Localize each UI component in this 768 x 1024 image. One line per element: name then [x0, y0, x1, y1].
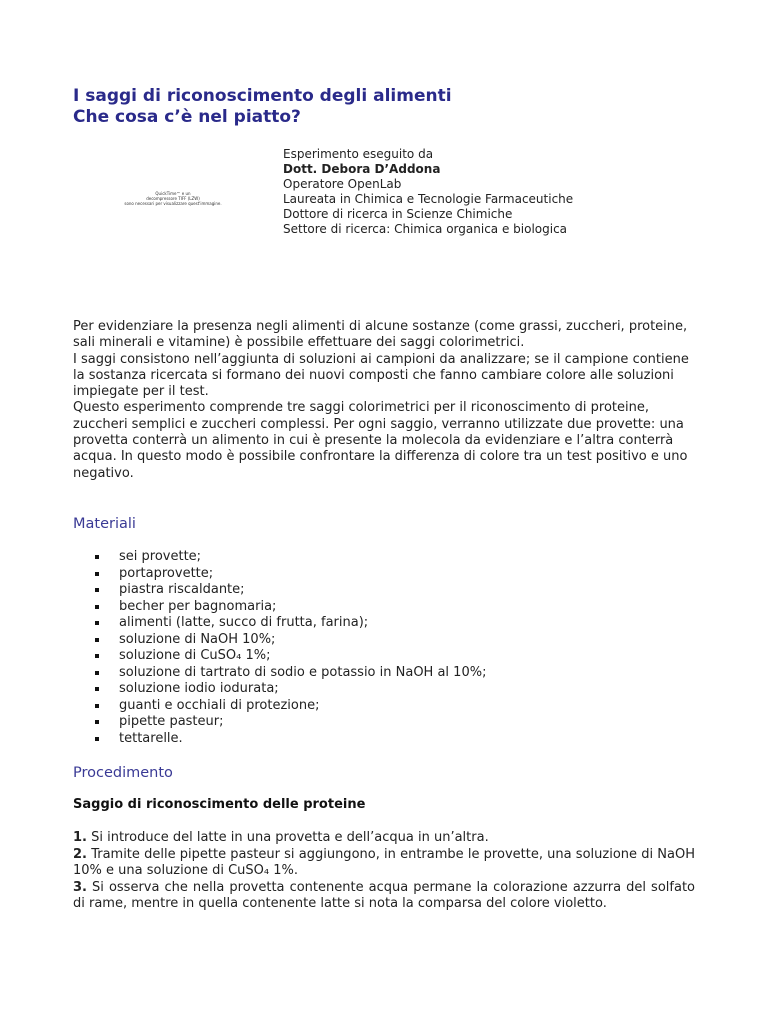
intro-paragraph: Questo esperimento comprende tre saggi colorimetrici per il riconoscimento di proteine, zuccheri semplici e zuccheri complessi. Per ogni saggio, verranno utilizzate due provette: una provetta conterrà un alimento in cui è presente la molecola da evidenziare e l’altra conterrà acqua. In questo modo è possibile confrontare la differenza di colore tra un test positivo e uno negativo. [73, 400, 688, 481]
procedure-heading: Procedimento [73, 765, 173, 781]
step-text: Si osserva che nella provetta contenente acqua permane la colorazione azzurra del solfato di rame, mentre in quella contenente latte si nota la comparsa del colore violetto. [73, 879, 695, 911]
list-item: guanti e occhiali di protezione; [95, 698, 486, 715]
author-intro: Esperimento eseguito da [283, 147, 434, 161]
list-item: alimenti (latte, succo di frutta, farina); [95, 615, 486, 632]
list-item: soluzione di tartrato di sodio e potassio in NaOH al 10%; [95, 665, 486, 682]
list-item: soluzione di CuSO₄ 1%; [95, 648, 486, 665]
title-line-1: I saggi di riconoscimento degli alimenti [73, 86, 452, 106]
author-name: Dott. Debora D’Addona [283, 162, 441, 176]
author-role: Operatore OpenLab [283, 177, 402, 191]
materials-heading: Materiali [73, 516, 136, 532]
list-item: pipette pasteur; [95, 714, 486, 731]
step-number: 2. [73, 846, 87, 862]
step-number: 1. [73, 830, 87, 845]
step-item [73, 830, 695, 847]
materials-list [95, 549, 486, 747]
list-item: sei provette; [95, 549, 486, 566]
missing-image-placeholder: QuickTime™ e un decompressore TIFF (LZW) sono necessari per visualizzare quest'immagine. [124, 191, 222, 206]
bullet-icon [95, 654, 99, 658]
bullet-icon [95, 621, 99, 625]
list-item: soluzione di NaOH 10%; [95, 632, 486, 649]
step-item [73, 847, 695, 880]
list-item: tettarelle. [95, 731, 486, 748]
bullet-icon [95, 555, 99, 559]
step-text: Si introduce del latte in una provetta e dell’acqua in un’altra. [86, 830, 489, 845]
bullet-icon [95, 588, 99, 592]
bullet-icon [95, 671, 99, 675]
step-number: 3. [73, 879, 87, 895]
step-text: Tramite delle pipette pasteur si aggiungono, in entrambe le provette, una soluzione di NaOH 10% e una soluzione di CuSO₄ 1%. [73, 846, 695, 878]
list-item: piastra riscaldante; [95, 582, 486, 599]
author-phd: Dottore di ricerca in Scienze Chimiche [283, 207, 513, 221]
intro-paragraph: Per evidenziare la presenza negli alimenti di alcune sostanze (come grassi, zuccheri, proteine, sali minerali e vitamine) è possibile effettuare dei saggi colorimetrici. [73, 319, 688, 351]
bullet-icon [95, 687, 99, 691]
author-degree: Laureata in Chimica e Tecnologie Farmaceutiche [283, 192, 574, 206]
step-item [73, 880, 695, 913]
bullet-icon [95, 605, 99, 609]
intro-paragraph: I saggi consistono nell’aggiunta di soluzioni ai campioni da analizzare; se il campione contiene la sostanza ricercata si formano dei nuovi composti che fanno cambiare colore alle soluzioni impiegate per il test. [73, 351, 689, 400]
bullet-icon [95, 704, 99, 708]
author-research-field: Settore di ricerca: Chimica organica e biologica [283, 222, 568, 236]
list-item: becher per bagnomaria; [95, 599, 486, 616]
title-line-2: Che cosa c’è nel piatto? [73, 107, 301, 127]
bullet-icon [95, 572, 99, 576]
bullet-icon [95, 720, 99, 724]
author-block [283, 147, 573, 237]
list-item: portaprovette; [95, 566, 486, 583]
document-title [73, 86, 452, 128]
intro-text [73, 319, 699, 482]
bullet-icon [95, 737, 99, 741]
procedure-steps [73, 830, 695, 913]
list-item: soluzione iodio iodurata; [95, 681, 486, 698]
protein-test-heading: Saggio di riconoscimento delle proteine [73, 797, 366, 812]
bullet-icon [95, 638, 99, 642]
